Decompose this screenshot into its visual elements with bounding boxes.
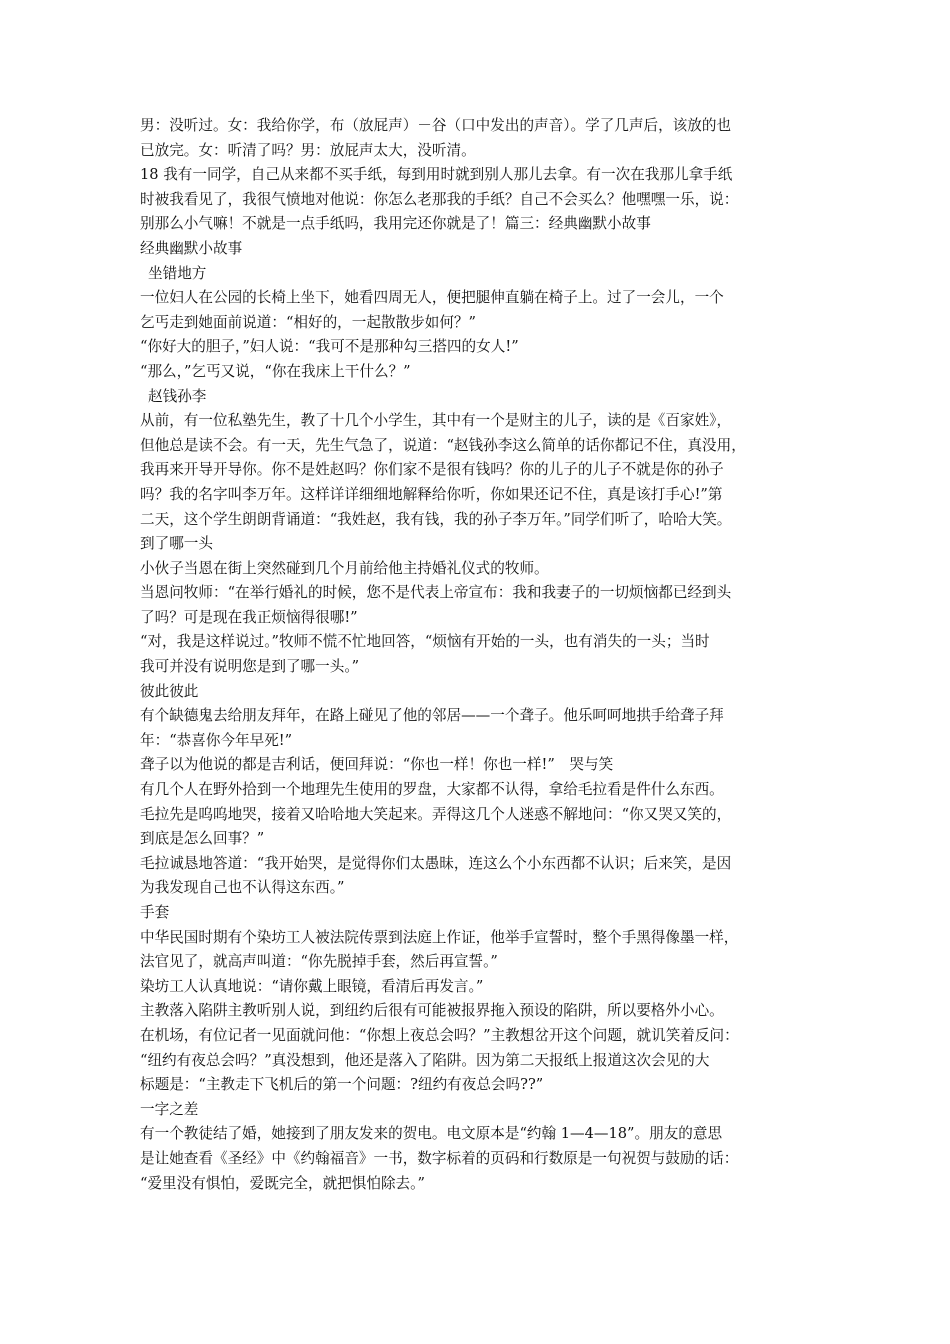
text-line: 了吗？可是现在我正烦恼得很哪!” xyxy=(140,608,358,626)
text-line: 时被我看见了，我很气愤地对他说：你怎么老那我的手纸？自己不会买么？他嘿嘿一乐，说： xyxy=(140,190,739,208)
text-line: 年：“恭喜你今年早死!” xyxy=(140,731,293,749)
story-title: 坐错地方 xyxy=(148,264,207,282)
text-line: 中华民国时期有个染坊工人被法院传票到法庭上作证，他举手宣誓时，整个手黑得像墨一样， xyxy=(140,928,739,946)
text-line: 但他总是读不会。有一天，先生气急了，说道：“赵钱孙李这么简单的话你都记不住，真没用， xyxy=(140,436,746,454)
section-heading: 经典幽默小故事 xyxy=(140,239,243,257)
text-line: 染坊工人认真地说：“请你戴上眼镜，看清后再发言。” xyxy=(140,977,484,995)
text-line: “那么，”乞丐又说，“你在我床上干什么？” xyxy=(140,362,411,380)
text-line: 有个缺德鬼去给朋友拜年，在路上碰见了他的邻居——一个聋子。他乐呵呵地拱手给聋子拜 xyxy=(140,707,724,725)
text-line: 从前，有一位私塾先生，教了十几个小学生，其中有一个是财主的儿子，读的是《百家姓》， xyxy=(140,412,732,430)
text-line: “你好大的胆子，”妇人说：“我可不是那种勾三搭四的女人!” xyxy=(140,338,519,356)
text-line: 为我发现自己也不认得这东西。” xyxy=(140,879,345,897)
text-line: 是让她查看《圣经》中《约翰福音》一书，数字标着的页码和行数原是一句祝贺与鼓励的话： xyxy=(140,1149,739,1167)
text-line: 标题是：“主教走下飞机后的第一个问题：?纽约有夜总会吗??” xyxy=(140,1076,544,1094)
text-line: 主教落入陷阱主教听别人说，到纽约后很有可能被报界拖入预设的陷阱，所以要格外小心。 xyxy=(140,1002,724,1020)
text-line: “对，我是这样说过。”牧师不慌不忙地回答，“烦恼有开始的一头，也有消失的一头；当时 xyxy=(140,633,710,651)
text-line: 在机场，有位记者一见面就问他：“你想上夜总会吗？”主教想岔开这个问题，就讥笑着反问： xyxy=(140,1026,739,1044)
story-title: 彼此彼此 xyxy=(140,682,199,700)
story-title: 赵钱孙李 xyxy=(148,387,207,405)
story-title: 到了哪一头 xyxy=(140,535,213,553)
text-line: 到底是怎么回事？” xyxy=(140,830,265,848)
text-line: 小伙子当恩在街上突然碰到几个月前给他主持婚礼仪式的牧师。 xyxy=(140,559,549,577)
text-line: 别那么小气嘛！不就是一点手纸吗，我用完还你就是了！篇三：经典幽默小故事 xyxy=(140,215,651,233)
text-line: “爱里没有惧怕，爱既完全，就把惧怕除去。” xyxy=(140,1174,425,1192)
text-line: 毛拉先是呜呜地哭，接着又哈哈地大笑起来。弄得这几个人迷惑不解地问：“你又哭又笑的， xyxy=(140,805,732,823)
text-line: 18 我有一同学，自己从来都不买手纸，每到用时就到别人那儿去拿。有一次在我那儿拿手纸 xyxy=(140,166,733,184)
text-line: 聋子以为他说的都是吉利话，便回拜说：“你也一样！你也一样!” 哭与笑 xyxy=(140,756,614,774)
text-line: 我可并没有说明您是到了哪一头。” xyxy=(140,658,360,676)
text-line: 当恩问牧师：“在举行婚礼的时候，您不是代表上帝宣布：我和我妻子的一切烦恼都已经到头 xyxy=(140,584,732,602)
text-line: 我再来开导开导你。你不是姓赵吗？你们家不是很有钱吗？你的儿子的儿子不就是你的孙子 xyxy=(140,461,724,479)
text-line: “纽约有夜总会吗？”真没想到，他还是落入了陷阱。因为第二天报纸上报道这次会见的大 xyxy=(140,1051,710,1069)
text-line: 有几个人在野外拾到一个地理先生使用的罗盘，大家都不认得，拿给毛拉看是件什么东西。 xyxy=(140,781,724,799)
text-line: 毛拉诚恳地答道：“我开始哭，是觉得你们太愚昧，连这么个小东西都不认识；后来笑，是因 xyxy=(140,854,732,872)
story-title: 手套 xyxy=(140,904,170,921)
text-line: 已放完。女：听清了吗？男：放屁声太大，没听清。 xyxy=(140,141,476,159)
text-line: 乞丐走到她面前说道：“相好的，一起散散步如何？” xyxy=(140,313,476,331)
document-body xyxy=(140,114,815,1196)
text-line: 男：没听过。女：我给你学，布（放屁声）－谷（口中发出的声音）。学了几声后，该放的也 xyxy=(140,117,732,134)
text-line: 二天，这个学生朗朗背诵道：“我姓赵，我有钱，我的孙子李万年。”同学们听了，哈哈大笑。 xyxy=(140,510,732,528)
story-title: 一字之差 xyxy=(140,1100,199,1118)
text-line: 有一个教徒结了婚，她接到了朋友发来的贺电。电文原本是“约翰 1—4—18”。朋友的意思 xyxy=(140,1125,723,1143)
text-line: 法官见了，就高声叫道：“你先脱掉手套，然后再宣誓。” xyxy=(140,953,498,971)
text-line: 吗？我的名字叫李万年。这样详详细细地解释给你听，你如果还记不住，真是该打手心!”第 xyxy=(140,485,723,503)
text-line: 一位妇人在公园的长椅上坐下，她看四周无人，便把腿伸直躺在椅子上。过了一会儿，一个 xyxy=(140,289,724,307)
